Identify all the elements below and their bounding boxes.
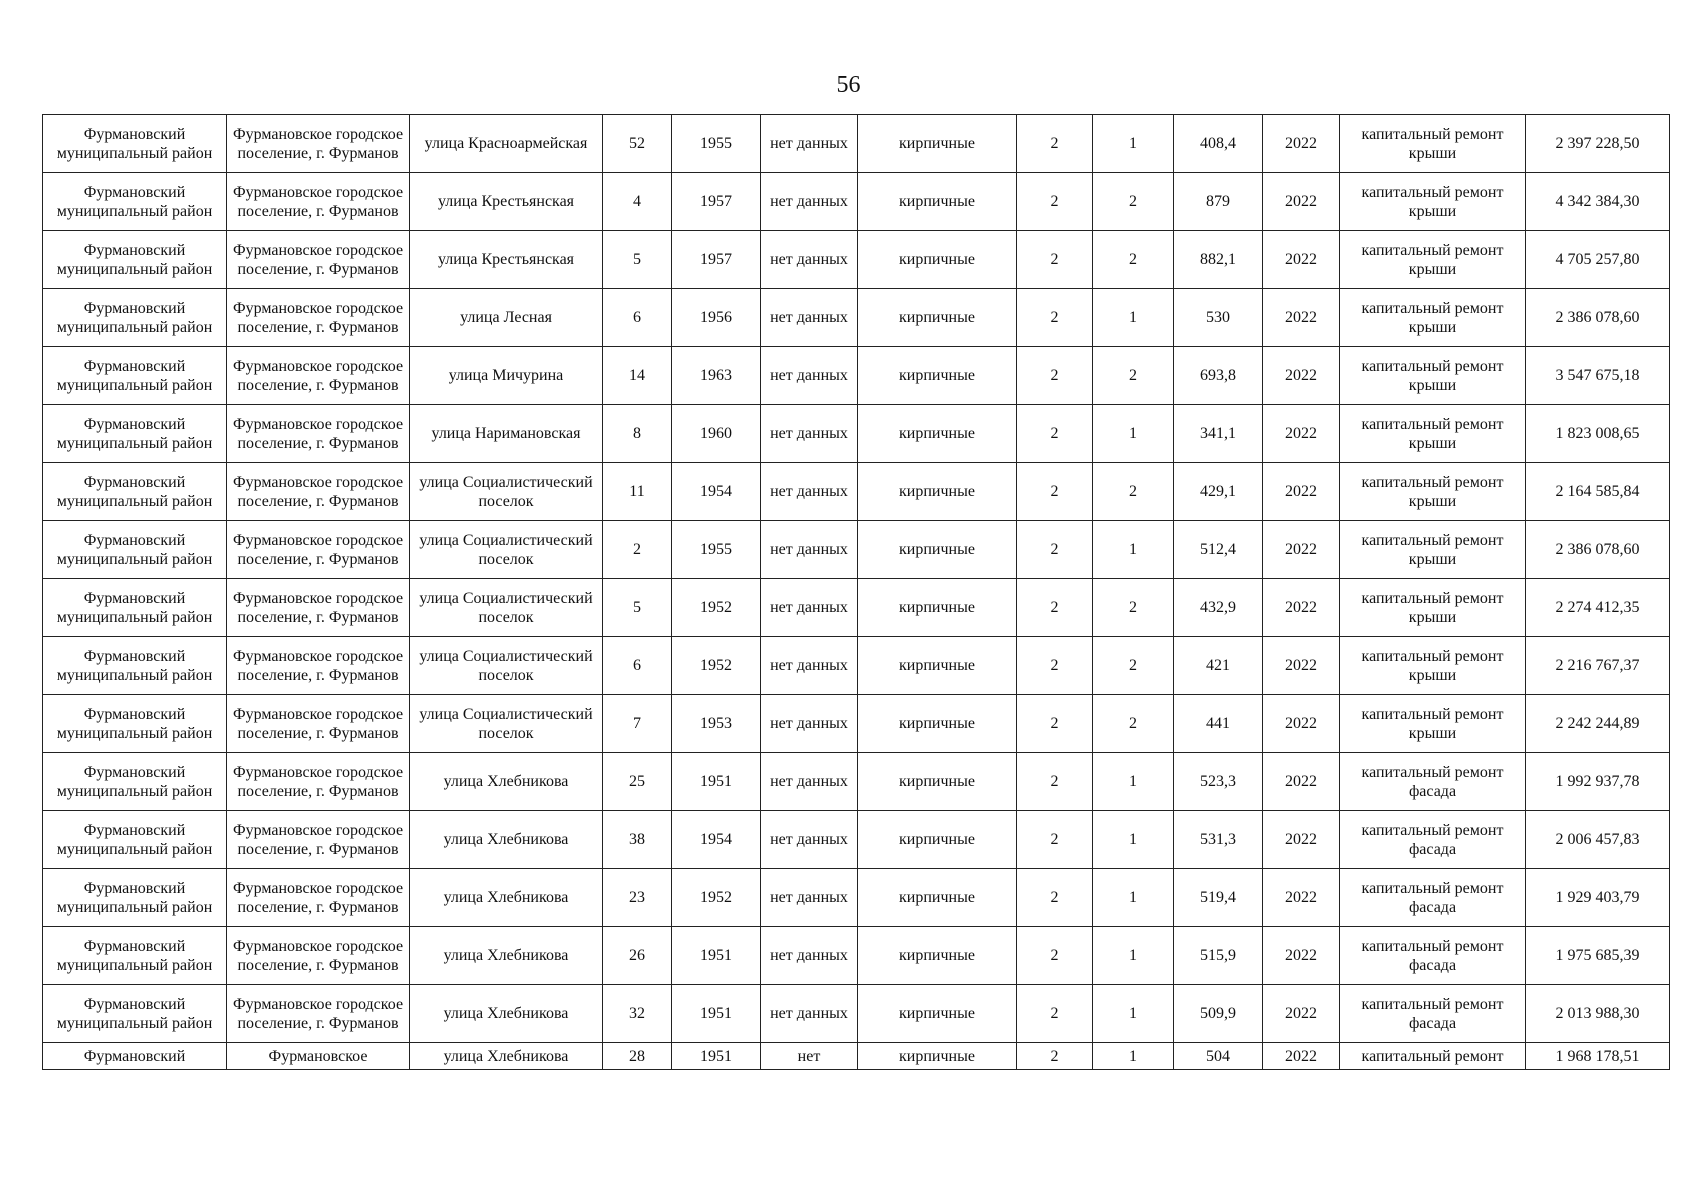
work-type-cell: капитальный ремонт крыши: [1340, 521, 1526, 579]
street-cell: улица Красноармейская: [410, 115, 603, 173]
cost-cell: 1 992 937,78: [1526, 753, 1670, 811]
work-type-cell: капитальный ремонт: [1340, 1043, 1526, 1070]
table-row: [43, 695, 1670, 753]
extra-info-cell: нет данных: [761, 927, 858, 985]
build-year-cell: 1951: [672, 753, 761, 811]
area-cell: 530: [1174, 289, 1263, 347]
cost-cell: 1 975 685,39: [1526, 927, 1670, 985]
floors-cell: 2: [1017, 695, 1093, 753]
plan-year-cell: 2022: [1263, 173, 1340, 231]
cost-cell: 2 386 078,60: [1526, 521, 1670, 579]
table-row: [43, 405, 1670, 463]
extra-info-cell: нет данных: [761, 173, 858, 231]
wall-material-cell: кирпичные: [858, 347, 1017, 405]
area-cell: 408,4: [1174, 115, 1263, 173]
settlement-cell: Фурмановское городское поселение, г. Фурманов: [227, 289, 410, 347]
entrances-cell: 1: [1093, 811, 1174, 869]
entrances-cell: 1: [1093, 1043, 1174, 1070]
build-year-cell: 1952: [672, 579, 761, 637]
build-year-cell: 1954: [672, 463, 761, 521]
house-number-cell: 23: [603, 869, 672, 927]
build-year-cell: 1951: [672, 985, 761, 1043]
settlement-cell: Фурмановское городское поселение, г. Фурманов: [227, 637, 410, 695]
wall-material-cell: кирпичные: [858, 869, 1017, 927]
work-type-cell: капитальный ремонт фасада: [1340, 985, 1526, 1043]
entrances-cell: 2: [1093, 637, 1174, 695]
build-year-cell: 1952: [672, 637, 761, 695]
area-cell: 432,9: [1174, 579, 1263, 637]
entrances-cell: 1: [1093, 927, 1174, 985]
floors-cell: 2: [1017, 753, 1093, 811]
area-cell: 504: [1174, 1043, 1263, 1070]
cost-cell: 1 929 403,79: [1526, 869, 1670, 927]
house-number-cell: 52: [603, 115, 672, 173]
floors-cell: 2: [1017, 463, 1093, 521]
work-type-cell: капитальный ремонт крыши: [1340, 173, 1526, 231]
cost-cell: 2 274 412,35: [1526, 579, 1670, 637]
street-cell: улица Социалистический поселок: [410, 637, 603, 695]
street-cell: улица Хлебникова: [410, 811, 603, 869]
district-cell: Фурмановский муниципальный район: [43, 463, 227, 521]
settlement-cell: Фурмановское городское поселение, г. Фурманов: [227, 753, 410, 811]
work-type-cell: капитальный ремонт крыши: [1340, 579, 1526, 637]
floors-cell: 2: [1017, 579, 1093, 637]
extra-info-cell: нет данных: [761, 463, 858, 521]
plan-year-cell: 2022: [1263, 695, 1340, 753]
work-type-cell: капитальный ремонт крыши: [1340, 231, 1526, 289]
house-number-cell: 6: [603, 637, 672, 695]
area-cell: 519,4: [1174, 869, 1263, 927]
wall-material-cell: кирпичные: [858, 173, 1017, 231]
house-number-cell: 2: [603, 521, 672, 579]
floors-cell: 2: [1017, 173, 1093, 231]
plan-year-cell: 2022: [1263, 231, 1340, 289]
wall-material-cell: кирпичные: [858, 115, 1017, 173]
street-cell: улица Социалистический поселок: [410, 463, 603, 521]
cost-cell: 1 823 008,65: [1526, 405, 1670, 463]
entrances-cell: 2: [1093, 579, 1174, 637]
plan-year-cell: 2022: [1263, 405, 1340, 463]
extra-info-cell: нет данных: [761, 347, 858, 405]
settlement-cell: Фурмановское городское поселение, г. Фурманов: [227, 173, 410, 231]
cost-cell: 2 006 457,83: [1526, 811, 1670, 869]
wall-material-cell: кирпичные: [858, 637, 1017, 695]
build-year-cell: 1956: [672, 289, 761, 347]
street-cell: улица Социалистический поселок: [410, 579, 603, 637]
plan-year-cell: 2022: [1263, 869, 1340, 927]
area-cell: 509,9: [1174, 985, 1263, 1043]
plan-year-cell: 2022: [1263, 579, 1340, 637]
cost-cell: 4 342 384,30: [1526, 173, 1670, 231]
street-cell: улица Лесная: [410, 289, 603, 347]
wall-material-cell: кирпичные: [858, 463, 1017, 521]
wall-material-cell: кирпичные: [858, 753, 1017, 811]
house-number-cell: 25: [603, 753, 672, 811]
wall-material-cell: кирпичные: [858, 289, 1017, 347]
district-cell: Фурмановский муниципальный район: [43, 637, 227, 695]
extra-info-cell: нет данных: [761, 115, 858, 173]
district-cell: Фурмановский муниципальный район: [43, 173, 227, 231]
cost-cell: 2 216 767,37: [1526, 637, 1670, 695]
extra-info-cell: нет данных: [761, 753, 858, 811]
settlement-cell: Фурмановское городское поселение, г. Фурманов: [227, 115, 410, 173]
district-cell: Фурмановский муниципальный район: [43, 579, 227, 637]
district-cell: Фурмановский муниципальный район: [43, 985, 227, 1043]
area-cell: 441: [1174, 695, 1263, 753]
settlement-cell: Фурмановское городское поселение, г. Фурманов: [227, 869, 410, 927]
entrances-cell: 1: [1093, 115, 1174, 173]
district-cell: Фурмановский муниципальный район: [43, 289, 227, 347]
settlement-cell: Фурмановское: [227, 1043, 410, 1070]
district-cell: Фурмановский муниципальный район: [43, 753, 227, 811]
table-row: [43, 231, 1670, 289]
district-cell: Фурмановский муниципальный район: [43, 695, 227, 753]
district-cell: Фурмановский: [43, 1043, 227, 1070]
settlement-cell: Фурмановское городское поселение, г. Фурманов: [227, 985, 410, 1043]
entrances-cell: 1: [1093, 869, 1174, 927]
build-year-cell: 1957: [672, 231, 761, 289]
settlement-cell: Фурмановское городское поселение, г. Фурманов: [227, 521, 410, 579]
work-type-cell: капитальный ремонт крыши: [1340, 463, 1526, 521]
street-cell: улица Социалистический поселок: [410, 521, 603, 579]
area-cell: 879: [1174, 173, 1263, 231]
plan-year-cell: 2022: [1263, 637, 1340, 695]
wall-material-cell: кирпичные: [858, 231, 1017, 289]
table-row: [43, 579, 1670, 637]
cost-cell: 2 164 585,84: [1526, 463, 1670, 521]
area-cell: 531,3: [1174, 811, 1263, 869]
work-type-cell: капитальный ремонт крыши: [1340, 405, 1526, 463]
plan-year-cell: 2022: [1263, 985, 1340, 1043]
build-year-cell: 1957: [672, 173, 761, 231]
work-type-cell: капитальный ремонт фасада: [1340, 811, 1526, 869]
wall-material-cell: кирпичные: [858, 985, 1017, 1043]
extra-info-cell: нет: [761, 1043, 858, 1070]
table-row: [43, 927, 1670, 985]
extra-info-cell: нет данных: [761, 521, 858, 579]
district-cell: Фурмановский муниципальный район: [43, 115, 227, 173]
table-row: [43, 289, 1670, 347]
build-year-cell: 1960: [672, 405, 761, 463]
street-cell: улица Хлебникова: [410, 753, 603, 811]
street-cell: улица Хлебникова: [410, 927, 603, 985]
wall-material-cell: кирпичные: [858, 695, 1017, 753]
area-cell: 693,8: [1174, 347, 1263, 405]
settlement-cell: Фурмановское городское поселение, г. Фурманов: [227, 463, 410, 521]
cost-cell: 2 242 244,89: [1526, 695, 1670, 753]
house-number-cell: 38: [603, 811, 672, 869]
build-year-cell: 1955: [672, 115, 761, 173]
entrances-cell: 1: [1093, 521, 1174, 579]
house-number-cell: 5: [603, 231, 672, 289]
district-cell: Фурмановский муниципальный район: [43, 405, 227, 463]
district-cell: Фурмановский муниципальный район: [43, 869, 227, 927]
cost-cell: 2 386 078,60: [1526, 289, 1670, 347]
street-cell: улица Крестьянская: [410, 231, 603, 289]
cost-cell: 4 705 257,80: [1526, 231, 1670, 289]
street-cell: улица Хлебникова: [410, 985, 603, 1043]
house-number-cell: 4: [603, 173, 672, 231]
table-body: [43, 115, 1670, 1070]
area-cell: 512,4: [1174, 521, 1263, 579]
floors-cell: 2: [1017, 115, 1093, 173]
entrances-cell: 1: [1093, 289, 1174, 347]
work-type-cell: капитальный ремонт крыши: [1340, 637, 1526, 695]
extra-info-cell: нет данных: [761, 579, 858, 637]
work-type-cell: капитальный ремонт крыши: [1340, 115, 1526, 173]
area-cell: 341,1: [1174, 405, 1263, 463]
house-number-cell: 26: [603, 927, 672, 985]
build-year-cell: 1955: [672, 521, 761, 579]
area-cell: 421: [1174, 637, 1263, 695]
entrances-cell: 1: [1093, 405, 1174, 463]
housing-repair-table: [42, 114, 1670, 1070]
plan-year-cell: 2022: [1263, 521, 1340, 579]
extra-info-cell: нет данных: [761, 869, 858, 927]
street-cell: улица Хлебникова: [410, 869, 603, 927]
table-row: [43, 811, 1670, 869]
wall-material-cell: кирпичные: [858, 521, 1017, 579]
build-year-cell: 1953: [672, 695, 761, 753]
work-type-cell: капитальный ремонт фасада: [1340, 869, 1526, 927]
floors-cell: 2: [1017, 985, 1093, 1043]
wall-material-cell: кирпичные: [858, 1043, 1017, 1070]
district-cell: Фурмановский муниципальный район: [43, 347, 227, 405]
work-type-cell: капитальный ремонт фасада: [1340, 753, 1526, 811]
district-cell: Фурмановский муниципальный район: [43, 231, 227, 289]
plan-year-cell: 2022: [1263, 753, 1340, 811]
extra-info-cell: нет данных: [761, 695, 858, 753]
build-year-cell: 1954: [672, 811, 761, 869]
extra-info-cell: нет данных: [761, 231, 858, 289]
work-type-cell: капитальный ремонт фасада: [1340, 927, 1526, 985]
build-year-cell: 1963: [672, 347, 761, 405]
extra-info-cell: нет данных: [761, 289, 858, 347]
entrances-cell: 2: [1093, 231, 1174, 289]
plan-year-cell: 2022: [1263, 927, 1340, 985]
floors-cell: 2: [1017, 405, 1093, 463]
floors-cell: 2: [1017, 637, 1093, 695]
settlement-cell: Фурмановское городское поселение, г. Фурманов: [227, 811, 410, 869]
wall-material-cell: кирпичные: [858, 811, 1017, 869]
house-number-cell: 14: [603, 347, 672, 405]
street-cell: улица Крестьянская: [410, 173, 603, 231]
house-number-cell: 11: [603, 463, 672, 521]
street-cell: улица Социалистический поселок: [410, 695, 603, 753]
table-row: [43, 869, 1670, 927]
work-type-cell: капитальный ремонт крыши: [1340, 289, 1526, 347]
area-cell: 882,1: [1174, 231, 1263, 289]
floors-cell: 2: [1017, 231, 1093, 289]
district-cell: Фурмановский муниципальный район: [43, 521, 227, 579]
district-cell: Фурмановский муниципальный район: [43, 811, 227, 869]
wall-material-cell: кирпичные: [858, 579, 1017, 637]
entrances-cell: 2: [1093, 695, 1174, 753]
table-row: [43, 173, 1670, 231]
settlement-cell: Фурмановское городское поселение, г. Фурманов: [227, 579, 410, 637]
work-type-cell: капитальный ремонт крыши: [1340, 695, 1526, 753]
extra-info-cell: нет данных: [761, 637, 858, 695]
house-number-cell: 5: [603, 579, 672, 637]
plan-year-cell: 2022: [1263, 1043, 1340, 1070]
street-cell: улица Хлебникова: [410, 1043, 603, 1070]
house-number-cell: 7: [603, 695, 672, 753]
floors-cell: 2: [1017, 869, 1093, 927]
table-row: [43, 463, 1670, 521]
house-number-cell: 6: [603, 289, 672, 347]
area-cell: 429,1: [1174, 463, 1263, 521]
extra-info-cell: нет данных: [761, 811, 858, 869]
wall-material-cell: кирпичные: [858, 927, 1017, 985]
plan-year-cell: 2022: [1263, 811, 1340, 869]
wall-material-cell: кирпичные: [858, 405, 1017, 463]
floors-cell: 2: [1017, 927, 1093, 985]
entrances-cell: 2: [1093, 347, 1174, 405]
plan-year-cell: 2022: [1263, 347, 1340, 405]
cost-cell: 1 968 178,51: [1526, 1043, 1670, 1070]
entrances-cell: 1: [1093, 753, 1174, 811]
house-number-cell: 32: [603, 985, 672, 1043]
settlement-cell: Фурмановское городское поселение, г. Фурманов: [227, 695, 410, 753]
table-row: [43, 985, 1670, 1043]
page-number: 56: [836, 72, 861, 98]
entrances-cell: 2: [1093, 173, 1174, 231]
extra-info-cell: нет данных: [761, 985, 858, 1043]
house-number-cell: 28: [603, 1043, 672, 1070]
floors-cell: 2: [1017, 811, 1093, 869]
plan-year-cell: 2022: [1263, 463, 1340, 521]
extra-info-cell: нет данных: [761, 405, 858, 463]
build-year-cell: 1951: [672, 1043, 761, 1070]
build-year-cell: 1951: [672, 927, 761, 985]
plan-year-cell: 2022: [1263, 289, 1340, 347]
settlement-cell: Фурмановское городское поселение, г. Фурманов: [227, 231, 410, 289]
entrances-cell: 2: [1093, 463, 1174, 521]
table-row: [43, 347, 1670, 405]
table-row: [43, 521, 1670, 579]
house-number-cell: 8: [603, 405, 672, 463]
area-cell: 515,9: [1174, 927, 1263, 985]
table-row: [43, 637, 1670, 695]
work-type-cell: капитальный ремонт крыши: [1340, 347, 1526, 405]
table-row: [43, 1043, 1670, 1070]
district-cell: Фурмановский муниципальный район: [43, 927, 227, 985]
table-row: [43, 753, 1670, 811]
entrances-cell: 1: [1093, 985, 1174, 1043]
area-cell: 523,3: [1174, 753, 1263, 811]
settlement-cell: Фурмановское городское поселение, г. Фурманов: [227, 347, 410, 405]
cost-cell: 3 547 675,18: [1526, 347, 1670, 405]
settlement-cell: Фурмановское городское поселение, г. Фурманов: [227, 405, 410, 463]
cost-cell: 2 397 228,50: [1526, 115, 1670, 173]
floors-cell: 2: [1017, 521, 1093, 579]
floors-cell: 2: [1017, 289, 1093, 347]
build-year-cell: 1952: [672, 869, 761, 927]
street-cell: улица Наримановская: [410, 405, 603, 463]
cost-cell: 2 013 988,30: [1526, 985, 1670, 1043]
table-row: [43, 115, 1670, 173]
plan-year-cell: 2022: [1263, 115, 1340, 173]
floors-cell: 2: [1017, 347, 1093, 405]
settlement-cell: Фурмановское городское поселение, г. Фурманов: [227, 927, 410, 985]
floors-cell: 2: [1017, 1043, 1093, 1070]
street-cell: улица Мичурина: [410, 347, 603, 405]
